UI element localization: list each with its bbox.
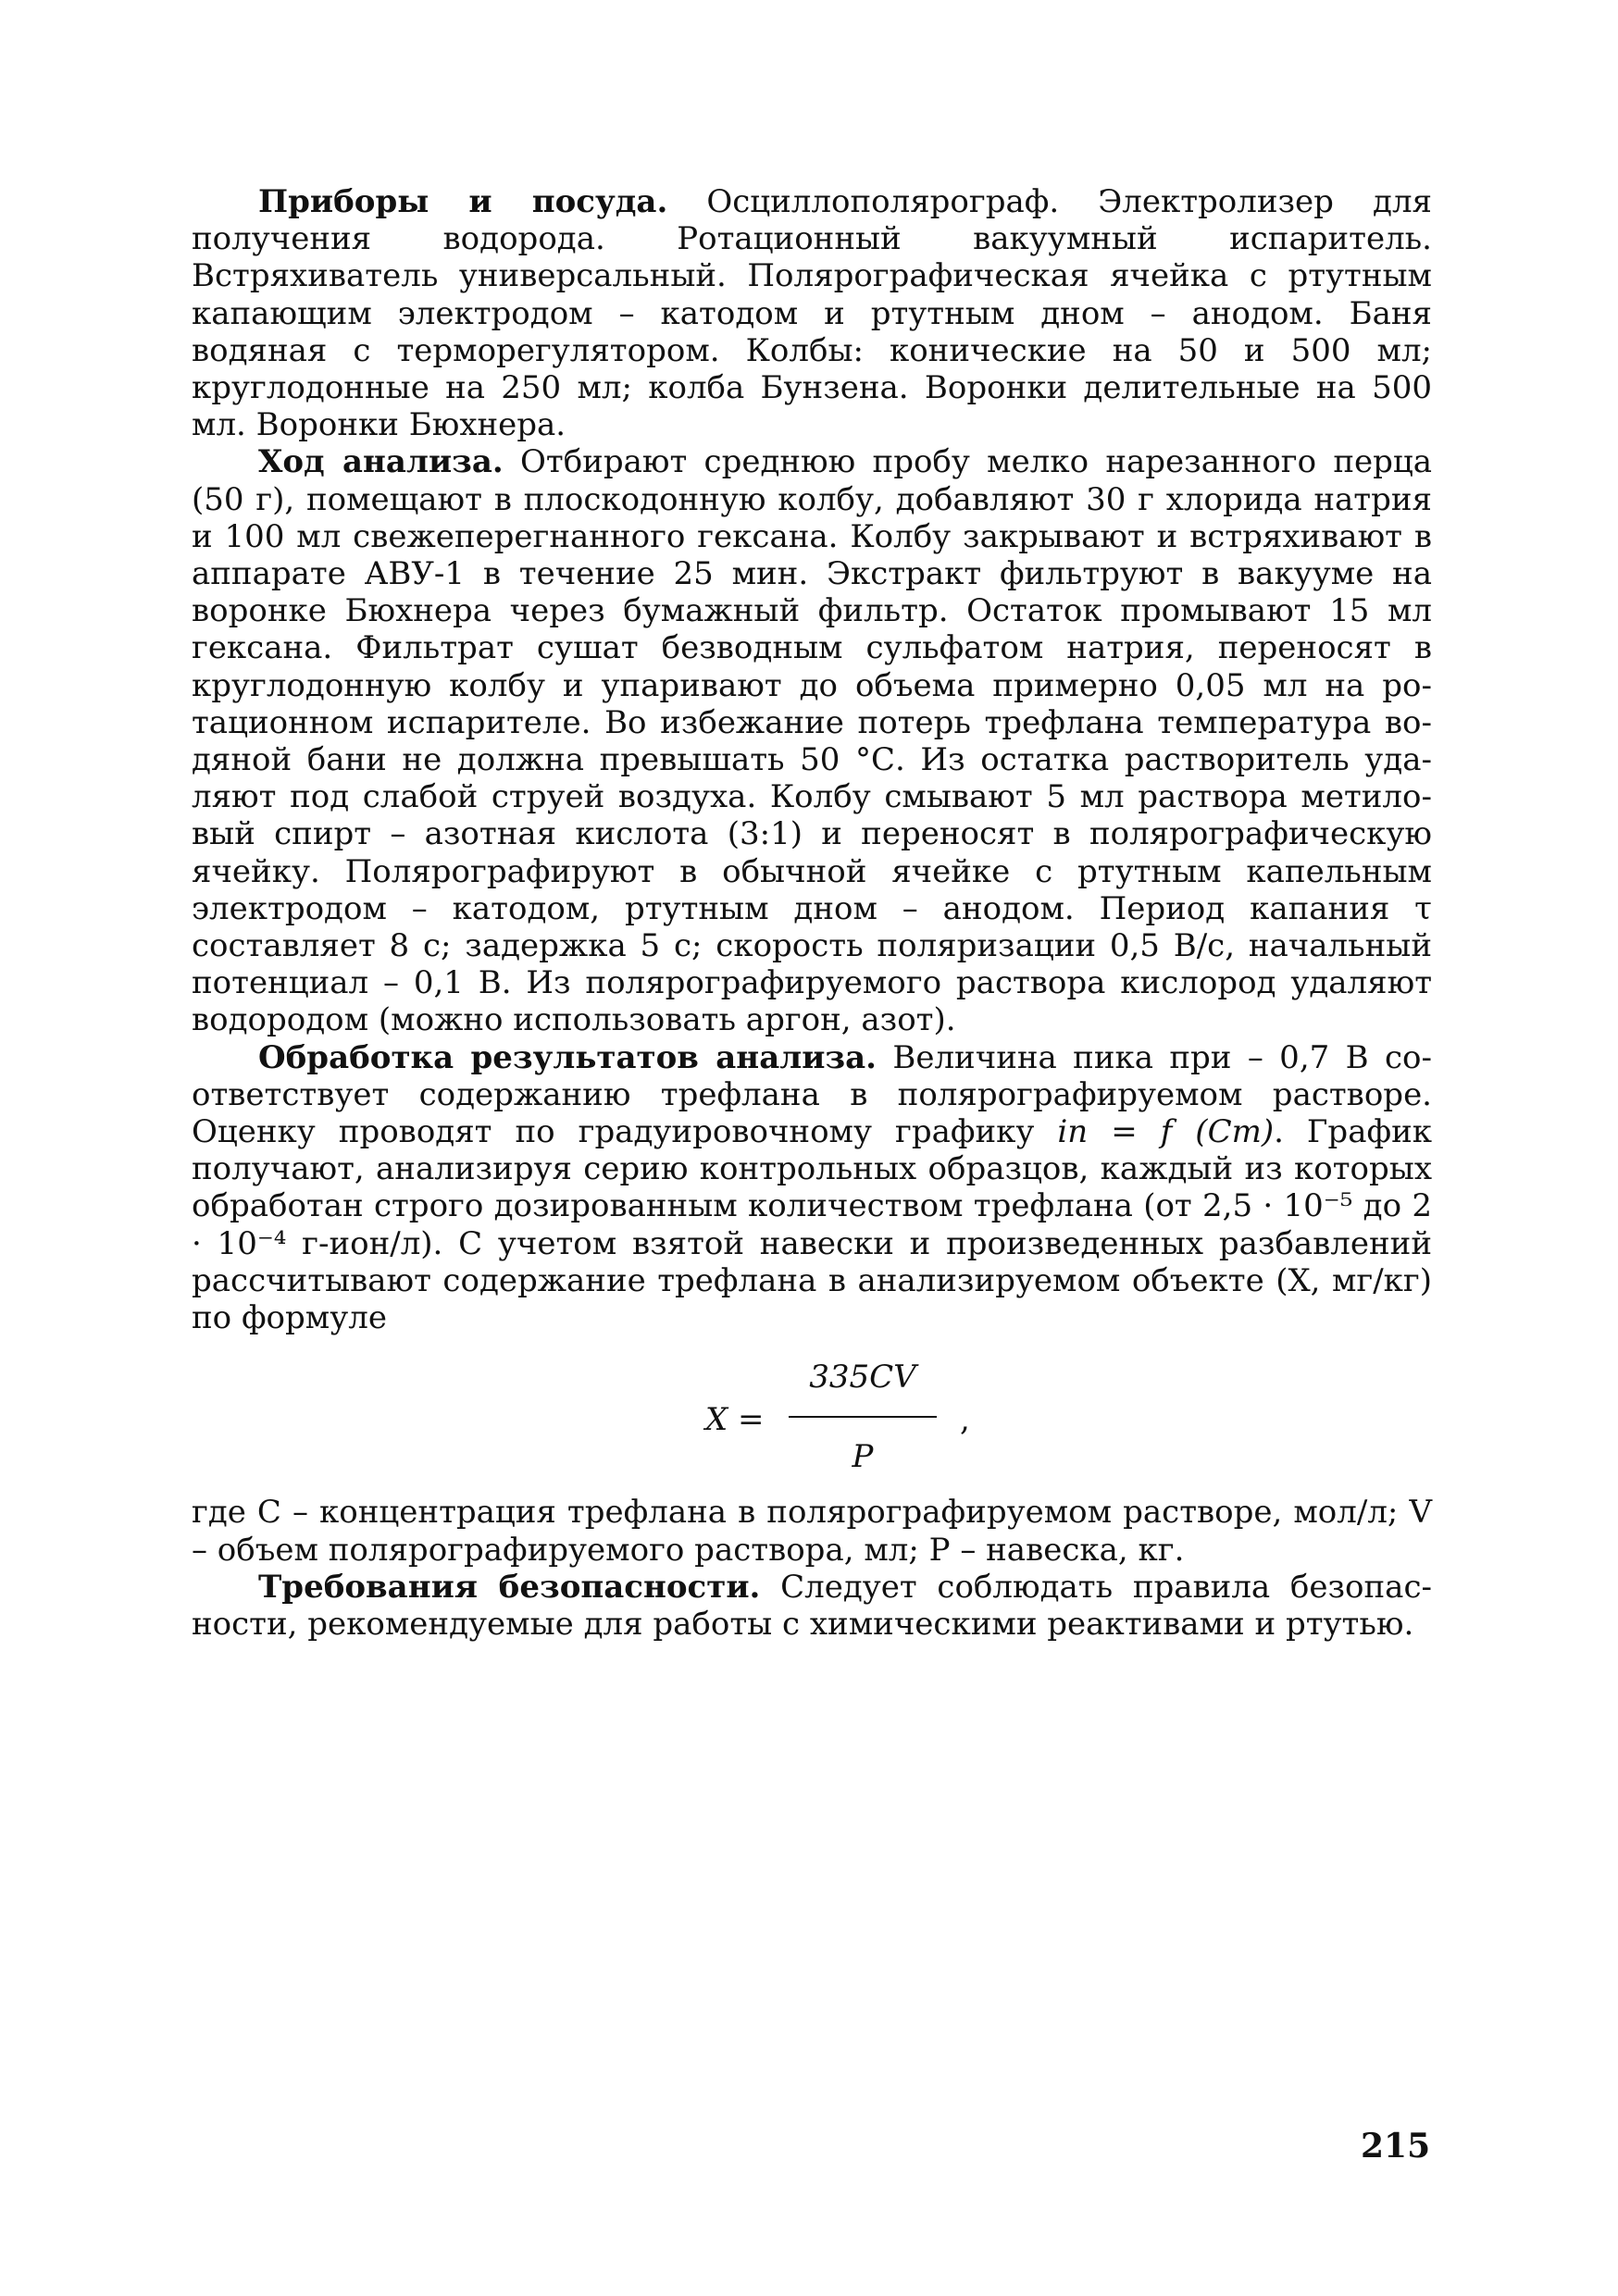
text-instruments: Осциллополярограф. Электролизер для получения водорода. Ротационный вакуумный испаритель. Встряхиватель универсальный. Полярографическая ячейка с ртутным капающим электродом – катодом и ртутным дном – анодом. Баня водяная с терморегулятором. Колбы: конические на 50 и 500 мл; круглодонные на 250 мл; колба Бунзена. Воронки делительные на 500 мл. Воронки Бюхнера. xyxy=(192,183,1432,444)
formula-comma: , xyxy=(960,1401,970,1439)
heading-instruments: Приборы и посуда. xyxy=(258,183,668,220)
paragraph-procedure xyxy=(192,443,1432,1038)
formula-denominator: P xyxy=(852,1438,874,1476)
paragraph-where xyxy=(192,1494,1432,1568)
formula-lhs: X = xyxy=(705,1401,765,1439)
paragraph-instruments xyxy=(192,183,1432,443)
heading-results: Обработка результатов анализа. xyxy=(258,1038,877,1076)
paragraph-safety xyxy=(192,1569,1432,1643)
heading-safety: Требования безопасности. xyxy=(258,1568,761,1606)
text-where: где C – концентрация трефлана в полярографируемом растворе, мол/л; V – объем полярографируемого раствора, мл; P – навеска, кг. xyxy=(192,1494,1432,1569)
page-body xyxy=(192,183,1432,1643)
text-results-part1: Величина пика при – 0,7 В соответствует содержанию трефлана в полярографируемом растворе. Оценку проводят по градуировочному графику xyxy=(192,1038,1432,1151)
formula xyxy=(192,1359,1432,1484)
text-safety: Следует соблюдать правила безопасности, рекомендуемые для работы с химическими реактивами и ртутью. xyxy=(192,1568,1432,1643)
text-procedure: Отбирают среднюю пробу мелко нарезанного перца (50 г), помещают в плоскодонную колбу, добавляют 30 г хлорида натрия и 100 мл свежеперегнанного гексана. Колбу закрывают и встряхивают в аппарате АВУ-1 в течение 25 мин. Экстракт фильтруют в вакууме на воронке Бюхнера через бумажный фильтр. Остаток промывают 15 мл гексана. Фильтрат сушат безводным сульфатом натрия, переносят в круглодонную колбу и упаривают до объема примерно 0,05 мл на ротационном испарителе. Во избежание потерь трефлана температура водяной бани не должна превышать 50 °С. Из остатка растворитель удаляют под слабой струей воздуха. Колбу смывают 5 мл раствора метиловый спирт – азотная кислота (3:1) и переносят в полярографическую ячейку. Полярографируют в обычной ячейке с ртутным капельным электродом – катодом, ртутным дном – анодом. Период капания τ составляет 8 с; задержка 5 с; скорость поляризации 0,5 В/с, начальный потенциал – 0,1 В. Из полярографируемого раствора кислород удаляют водородом (можно использовать аргон, азот). xyxy=(192,443,1432,1039)
text-results-part2: . График получают, анализируя серию контрольных образцов, каждый из которых обработан строго дозированным количеством трефлана (от 2,5 · 10⁻⁵ до 2 · 10⁻⁴ г-ион/л). С учетом взятой навески и произведенных разбавлений рассчитывают содержание трефлана в анализируемом объекте (X, мг/кг) по формуле xyxy=(192,1113,1432,1337)
formula-fraction-bar xyxy=(789,1416,937,1418)
paragraph-results xyxy=(192,1039,1432,1337)
formula-numerator: 335CV xyxy=(809,1359,916,1396)
graph-expression: iп = f (Cт) xyxy=(1057,1113,1275,1151)
page-number: 215 xyxy=(1361,2127,1431,2166)
heading-procedure: Ход анализа. xyxy=(258,443,504,481)
